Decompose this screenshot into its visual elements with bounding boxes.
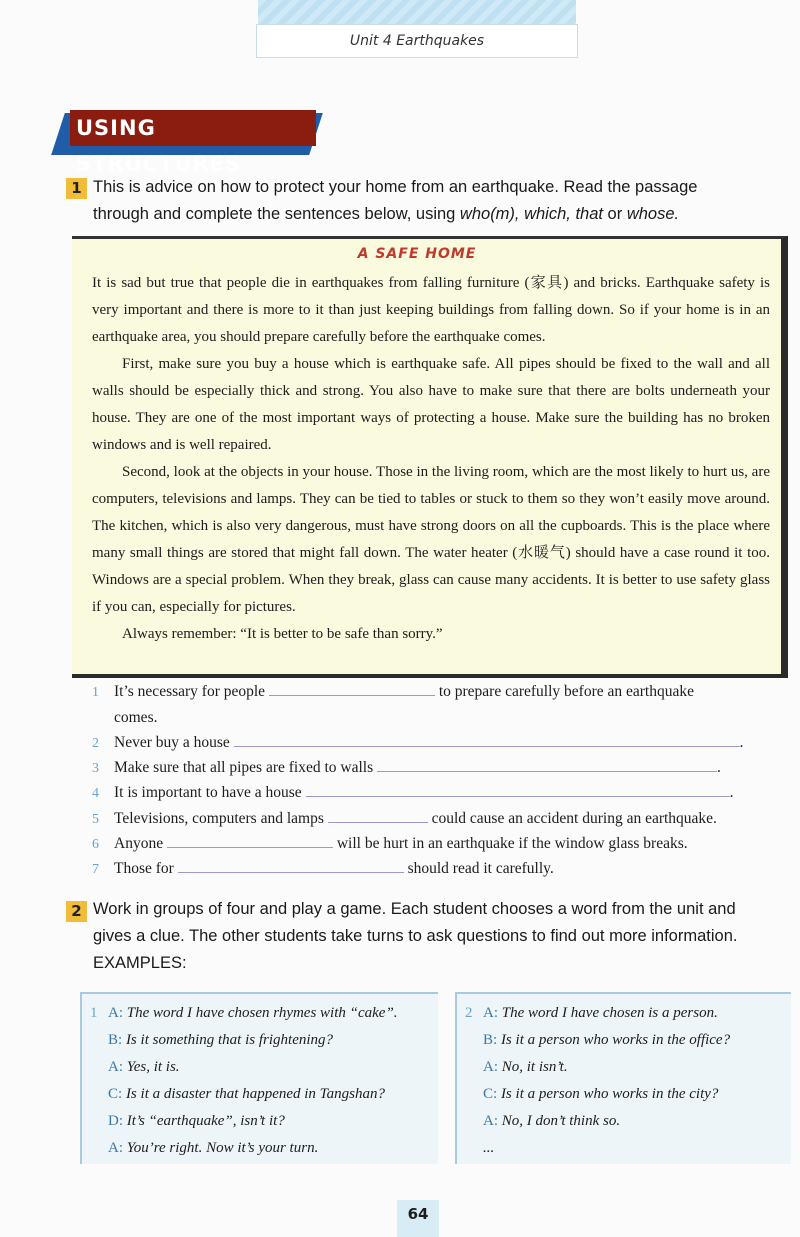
answer-blank[interactable] [178,858,404,873]
instruction-or: or [602,205,627,223]
example-1-dialogue [90,1000,435,1162]
sentence-text: . [739,734,744,751]
dialogue-line [465,1027,790,1054]
sentence-1 [92,679,782,730]
speaker: A: [483,1005,498,1021]
passage-paragraph: Second, look at the objects in your house. Those in the living room, which are the most likely to hurt us, are computers, televisions and lamps. They can be tied to tables or stuck to them so they won’t easily move around. The kitchen, which is also very dangerous, must have strong doors on all the cupboards. This is the place where many small things are stored that might fall down. The water heater (水暖气) should have a case round it too. Windows are a special problem. When they break, glass can cause many accidents. It is better to use safety glass if you can, especially for pictures. [92,464,770,615]
example-number: 2 [465,1005,473,1021]
page-number: 64 [397,1200,439,1237]
sentence-number: 5 [92,812,99,827]
dialogue-text: It’s “earthquake”, isn’t it? [126,1113,285,1129]
header-decoration [258,0,576,24]
sentence-text: Televisions, computers and lamps [114,810,324,827]
exercise-1-number: 1 [66,178,87,199]
unit-title: Unit 4 Earthquakes [256,24,578,58]
instruction-keyword-last: whose. [626,205,680,223]
dialogue-line [465,1000,790,1027]
speaker: A: [108,1140,123,1156]
speaker: A: [108,1005,123,1021]
sentence-text: could cause an accident during an earthquake. [431,810,717,827]
sentence-text: It’s necessary for people [114,683,266,700]
dialogue-line [90,1027,435,1054]
instruction-line-2: gives a clue. The other students take turns to ask questions to find out more information. [93,927,738,945]
sentence-5 [92,806,792,832]
dialogue-line [90,1108,435,1135]
dialogue-line [465,1054,790,1081]
dialogue-line [90,1000,435,1027]
sentence-number: 6 [92,837,99,852]
instruction-line-2 [93,201,783,228]
instruction-line-1: This is advice on how to protect your home from an earthquake. Read the passage [93,178,698,196]
answer-blank[interactable] [269,681,435,696]
sentence-7 [92,856,782,882]
dialogue-line [90,1135,435,1162]
sentence-text: Those for [114,860,174,877]
answer-blank[interactable] [377,757,717,772]
sentence-text: should read it carefully. [407,860,554,877]
instruction-text: through and complete the sentences below, using [93,205,460,223]
speaker: A: [483,1113,498,1129]
sentence-text: comes. [114,709,158,726]
instruction-keywords: who(m), which, that [459,205,603,223]
speaker: A: [483,1059,498,1075]
dialogue-line [465,1135,790,1162]
exercise-2-number: 2 [66,901,87,922]
speaker: D: [108,1113,123,1129]
speaker: B: [483,1032,498,1048]
sentence-text: It is important to have a house [114,784,302,801]
sentence-text: to prepare carefully before an earthquake [438,683,694,700]
section-title: USING STRUCTURES [70,110,316,146]
sentence-number: 4 [92,786,99,801]
answer-blank[interactable] [306,782,730,797]
sentence-text: Never buy a house [114,734,230,751]
speaker: A: [108,1059,123,1075]
sentence-text: Make sure that all pipes are fixed to walls [114,759,374,776]
passage-paragraph: First, make sure you buy a house which is earthquake safe. All pipes should be fixed to the wall and all walls should be especially thick and strong. You also have to make sure that there are bolts underneath your house. They are one of the most important ways of protecting a house. Make sure the building has no broken windows and is well repaired. [92,356,770,453]
dialogue-text: Is it a person who works in the office? [500,1032,731,1048]
sentence-number: 1 [92,685,99,700]
passage-paragraph: It is sad but true that people die in earthquakes from falling furniture (家具) and bricks. Earthquake safety is very important and there is more to it than just keeping buildings from falling down. So if your home is in an earthquake area, you should prepare carefully before the earthquake comes. [92,275,770,345]
dialogue-line [465,1081,790,1108]
answer-blank[interactable] [234,732,740,747]
passage-title: A SAFE HOME [357,246,477,262]
dialogue-line [90,1054,435,1081]
dialogue-text: No, I don’t think so. [501,1113,621,1129]
dialogue-text: No, it isn’t. [501,1059,568,1075]
dialogue-text: The word I have chosen is a person. [501,1005,718,1021]
sentence-number: 3 [92,761,99,776]
dialogue-line [90,1081,435,1108]
sentence-6 [92,831,782,857]
dialogue-line [465,1108,790,1135]
dialogue-ellipsis: ... [483,1140,495,1156]
instruction-line-1: Work in groups of four and play a game. Each student chooses a word from the unit and [93,900,736,918]
dialogue-text: Yes, it is. [126,1059,180,1075]
speaker: C: [108,1086,123,1102]
sentence-text: Anyone [114,835,164,852]
sentence-number: 2 [92,736,99,751]
dialogue-text: Is it something that is frightening? [125,1032,334,1048]
sentence-4 [92,780,782,806]
passage-body [92,270,770,648]
example-2-dialogue [465,1000,790,1162]
sentence-3 [92,755,782,781]
speaker: B: [108,1032,123,1048]
sentence-text: . [729,784,734,801]
dialogue-text: Is it a person who works in the city? [500,1086,719,1102]
sentence-2 [92,730,782,756]
example-number: 1 [90,1005,98,1021]
answer-blank[interactable] [167,833,333,848]
sentence-text: will be hurt in an earthquake if the window glass breaks. [336,835,688,852]
passage-paragraph: Always remember: “It is better to be safe than sorry.” [122,626,443,642]
dialogue-text: Is it a disaster that happened in Tangshan? [125,1086,385,1102]
exercise-2-instruction [93,896,793,977]
dialogue-text: You’re right. Now it’s your turn. [126,1140,319,1156]
sentence-text: . [717,759,721,776]
answer-blank[interactable] [328,808,428,823]
speaker: C: [483,1086,498,1102]
sentence-number: 7 [92,862,99,877]
dialogue-text: The word I have chosen rhymes with “cake”. [126,1005,398,1021]
exercise-1-instruction [93,174,783,228]
examples-label: EXAMPLES: [93,954,187,972]
